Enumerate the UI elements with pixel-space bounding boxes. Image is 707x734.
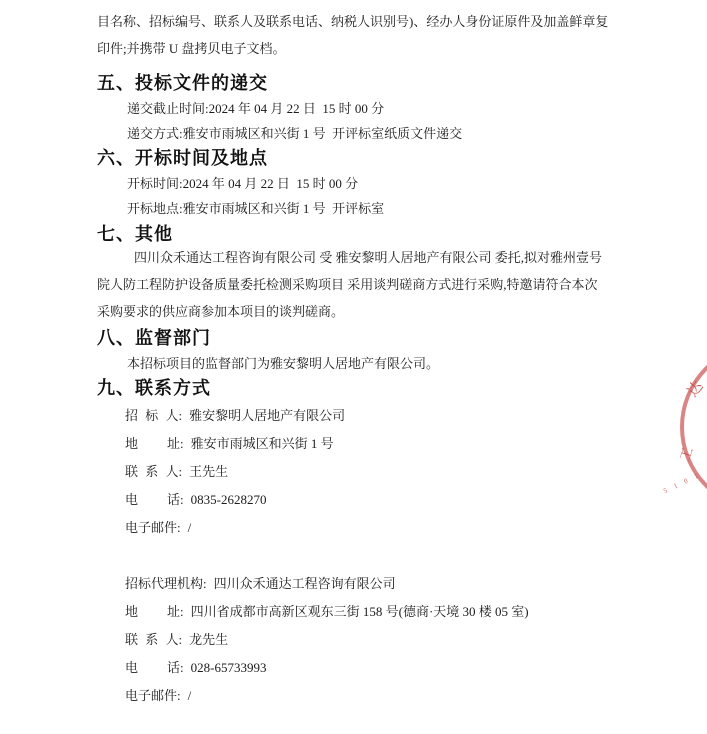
submission-deadline-label: 递交截止时间:: [127, 101, 209, 116]
intro-continuation-line-1: 目名称、招标编号、联系人及联系电话、纳税人识别号)、经办人身份证原件及加盖鲜章复: [97, 14, 609, 29]
section-heading-other: 七、其他: [97, 224, 173, 244]
opening-time-label: 开标时间:: [127, 176, 183, 191]
stamp-character-bottom: 工: [678, 445, 697, 464]
submission-deadline-value: 2024 年 04 月 22 日 15 时 00 分: [208, 101, 385, 116]
tenderer-name-label: 招 标 人:: [125, 408, 183, 423]
tenderer-email-value: /: [187, 520, 192, 535]
opening-place-line: [97, 199, 610, 219]
opening-place-label: 开标地点:: [127, 201, 183, 216]
agency-name-label: 招标代理机构:: [125, 576, 207, 591]
submission-method-line: [97, 124, 610, 144]
opening-time-line: [97, 174, 610, 194]
agency-email-value: /: [187, 688, 192, 703]
tenderer-name-value: 雅安黎明人居地产有限公司: [189, 408, 346, 423]
agency-address-value: 四川省成都市高新区观东三街 158 号(德商·天境 30 楼 05 室): [190, 604, 529, 619]
section-heading-opening: 六、开标时间及地点: [97, 148, 268, 168]
section-heading-contact: 九、联系方式: [97, 378, 211, 398]
tenderer-phone-value: 0835-2628270: [190, 492, 267, 507]
tenderer-email-row: [97, 518, 610, 538]
tenderer-address-label: 地 址:: [125, 436, 184, 451]
section-heading-supervision: 八、监督部门: [97, 328, 211, 348]
supervision-body-line: 本招标项目的监督部门为雅安黎明人居地产有限公司。: [127, 356, 440, 371]
intro-continuation-line-2: 印件;并携带 U 盘拷贝电子文档。: [97, 41, 286, 56]
tenderer-phone-row: [97, 490, 610, 510]
agency-email-label: 电子邮件:: [125, 688, 181, 703]
agency-email-row: [97, 686, 610, 706]
tenderer-name-row: [97, 406, 610, 426]
tenderer-address-value: 雅安市雨城区和兴街 1 号: [190, 436, 334, 451]
agency-address-label: 地 址:: [125, 604, 184, 619]
agency-name-row: [97, 574, 610, 594]
opening-place-value: 雅安市雨城区和兴街 1 号 开评标室: [182, 201, 385, 216]
tenderer-phone-label: 电 话:: [125, 492, 184, 507]
stamp-character-top: 达: [684, 378, 707, 401]
tenderer-contact-person-label: 联 系 人:: [125, 464, 183, 479]
agency-contact-person-value: 龙先生: [189, 632, 229, 647]
stamp-serial-marks: 5 1 0 1: [662, 470, 703, 496]
submission-method-value: 雅安市雨城区和兴街 1 号 开评标室纸质文件递交: [182, 126, 463, 141]
tenderer-contact-person-row: [97, 462, 610, 482]
opening-time-value: 2024 年 04 月 22 日 15 时 00 分: [182, 176, 359, 191]
agency-phone-value: 028-65733993: [190, 660, 267, 675]
other-paragraph-line-3: 采购要求的供应商参加本项目的谈判磋商。: [97, 304, 345, 319]
submission-method-label: 递交方式:: [127, 126, 183, 141]
tenderer-email-label: 电子邮件:: [125, 520, 181, 535]
tenderer-address-row: [97, 434, 610, 454]
agency-phone-row: [97, 658, 610, 678]
tenderer-contact-person-value: 王先生: [189, 464, 229, 479]
agency-name-value: 四川众禾通达工程咨询有限公司: [213, 576, 396, 591]
agency-contact-person-row: [97, 630, 610, 650]
other-paragraph-line-1: 四川众禾通达工程咨询有限公司 受 雅安黎明人居地产有限公司 委托,拟对雅州壹号: [134, 250, 603, 265]
other-paragraph-line-2: 院人防工程防护设备质量委托检测采购项目 采用谈判磋商方式进行采购,特邀请符合本次: [97, 277, 598, 292]
agency-phone-label: 电 话:: [125, 660, 184, 675]
submission-deadline-line: [97, 99, 610, 119]
agency-contact-person-label: 联 系 人:: [125, 632, 183, 647]
section-heading-submission: 五、投标文件的递交: [97, 73, 268, 93]
agency-address-row: [97, 602, 610, 622]
